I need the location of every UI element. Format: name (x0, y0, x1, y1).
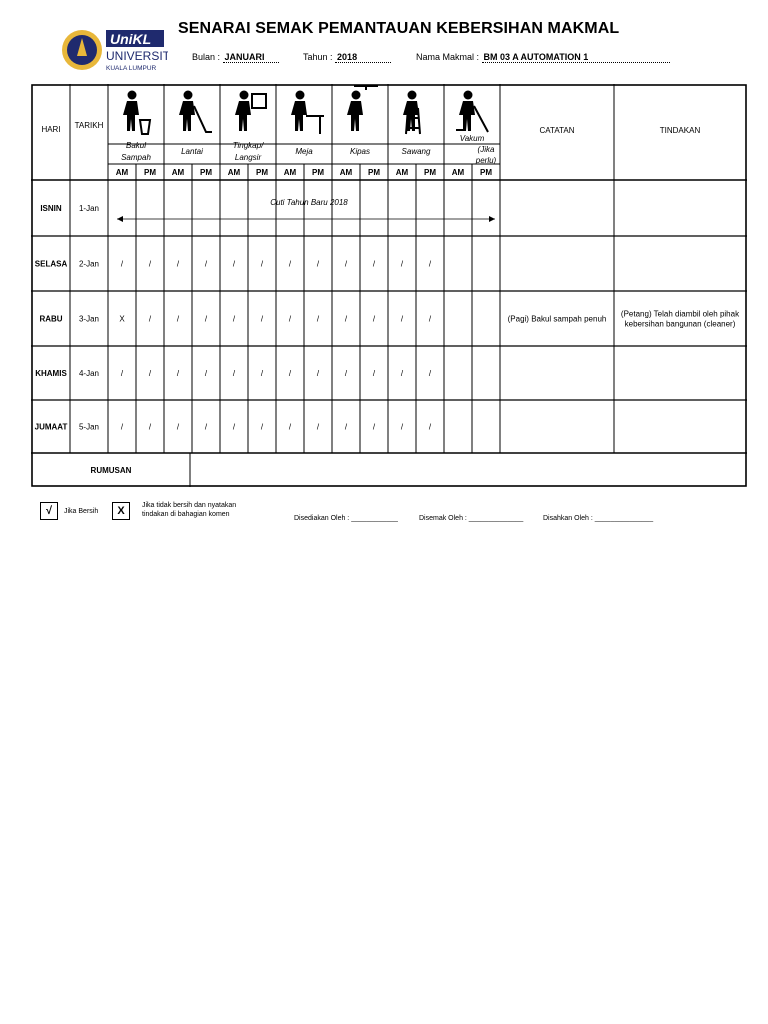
bulan-label: Bulan : (192, 52, 221, 62)
check-mark: / (344, 422, 348, 432)
check-mark: / (400, 369, 404, 378)
check-mark: / (204, 422, 208, 432)
pm-label: PM (200, 168, 212, 177)
check-mark: / (344, 369, 348, 378)
check-mark: / (316, 259, 320, 269)
check-mark: / (316, 369, 320, 378)
am-label: AM (283, 168, 297, 177)
check-mark: / (148, 314, 152, 324)
check-mark: / (344, 314, 348, 324)
page-title: SENARAI SEMAK PEMANTAUAN KEBERSIHAN MAKMAL (178, 20, 620, 37)
row-tarikh: 4-Jan (78, 369, 100, 378)
logo-line1: UNIVERSITI (106, 49, 168, 63)
check-mark: / (120, 422, 124, 432)
check-mark: / (428, 422, 432, 432)
x-legend-label-2: tindakan di bahagian komen (142, 511, 230, 518)
am-label: AM (227, 168, 241, 177)
am-label: AM (171, 168, 185, 177)
col-hari-header: HARI (41, 125, 61, 134)
mopping-icon (179, 91, 212, 133)
row-hari: KHAMIS (35, 369, 67, 378)
category-label: Tingkap/ (232, 141, 264, 150)
check-mark: / (428, 259, 432, 269)
row-hari: RABU (39, 314, 63, 324)
am-label: AM (395, 168, 409, 177)
check-mark: / (372, 259, 376, 269)
tahun-field (303, 52, 391, 63)
col-catatan-header: CATATAN (539, 126, 575, 135)
category-label: Bakul (125, 141, 147, 150)
check-mark: / (372, 369, 376, 378)
check-mark: / (428, 314, 432, 324)
col-tindakan-header: TINDAKAN (659, 126, 701, 135)
row-catatan: (Pagi) Bakul sampah penuh (507, 314, 607, 324)
disahkan-signature: Disahkan Oleh : _______________ (543, 515, 654, 522)
category-label: Langsir (234, 153, 262, 162)
am-label: AM (339, 168, 353, 177)
row-hari: SELASA (34, 259, 68, 269)
check-mark: / (260, 369, 264, 378)
checklist-table (31, 84, 747, 487)
pm-label: PM (480, 168, 492, 177)
check-mark: / (372, 314, 376, 324)
bulan-value: JANUARI (223, 52, 279, 63)
row-tarikh: 1-Jan (78, 204, 100, 213)
check-mark: / (204, 314, 208, 324)
arrow-right-icon (489, 216, 495, 222)
check-mark: / (288, 314, 292, 324)
check-mark: / (260, 422, 264, 432)
check-mark: / (204, 369, 208, 378)
check-mark: / (316, 422, 320, 432)
category-label: Lantai (181, 147, 203, 156)
category-label: Sawang (401, 147, 431, 156)
check-mark: / (400, 314, 404, 324)
category-label: Meja (295, 147, 313, 156)
check-mark: / (232, 422, 236, 432)
check-mark: / (176, 422, 180, 432)
col-tarikh-header: TARIKH (74, 121, 104, 130)
check-mark: / (344, 259, 348, 269)
table-wiping-icon (291, 91, 324, 135)
category-icons (123, 86, 488, 134)
logo-line2: KUALA LUMPUR (106, 65, 157, 72)
check-mark: / (288, 422, 292, 432)
check-mark: / (260, 314, 264, 324)
am-label: AM (451, 168, 465, 177)
check-legend-label: Jika Bersih (64, 508, 99, 515)
check-mark: / (120, 369, 124, 378)
row-tindakan: (Petang) Telah diambil oleh pihak (620, 309, 740, 319)
pm-label: PM (144, 168, 156, 177)
logo-svg (62, 26, 168, 74)
check-mark: / (288, 259, 292, 269)
category-label: perlu) (475, 156, 497, 165)
row-hari: JUMAAT (34, 422, 68, 432)
check-mark: / (148, 259, 152, 269)
pm-label: PM (368, 168, 380, 177)
tahun-value: 2018 (335, 52, 391, 63)
check-mark: / (176, 369, 180, 378)
makmal-field (416, 52, 670, 63)
check-mark: / (232, 369, 236, 378)
bulan-field (192, 52, 279, 63)
table-texts (35, 121, 740, 475)
check-mark: / (232, 259, 236, 269)
holiday-note: Cuti Tahun Baru 2018 (270, 198, 348, 207)
row-tarikh: 3-Jan (78, 314, 100, 324)
pm-label: PM (424, 168, 436, 177)
check-mark: / (372, 422, 376, 432)
makmal-value: BM 03 A AUTOMATION 1 (482, 52, 670, 63)
arrow-left-icon (117, 216, 123, 222)
check-mark: / (400, 422, 404, 432)
pm-label: PM (312, 168, 324, 177)
pm-label: PM (256, 168, 268, 177)
trash-bin-icon (123, 91, 150, 135)
makmal-label: Nama Makmal : (416, 52, 480, 62)
check-legend-box: √ (40, 502, 58, 520)
rumusan-label: RUMUSAN (90, 466, 132, 475)
am-label: AM (115, 168, 129, 177)
row-tindakan: kebersihan bangunan (cleaner) (624, 319, 736, 329)
vacuum-icon (456, 91, 488, 133)
window-cleaning-icon (235, 91, 266, 132)
category-label: Kipas (349, 147, 371, 156)
x-legend-box: X (112, 502, 130, 520)
tahun-label: Tahun : (303, 52, 333, 62)
check-mark: / (148, 422, 152, 432)
check-mark: X (119, 314, 125, 324)
category-label: Sampah (121, 153, 151, 162)
category-label: (Jika (477, 145, 495, 154)
unikl-logo (62, 26, 168, 74)
check-mark: / (400, 259, 404, 269)
disemak-signature: Disemak Oleh : ______________ (419, 515, 524, 522)
check-mark: / (316, 314, 320, 324)
row-hari: ISNIN (40, 204, 62, 213)
check-mark: / (176, 259, 180, 269)
check-mark: / (176, 314, 180, 324)
check-mark: / (428, 369, 432, 378)
check-mark: / (232, 314, 236, 324)
check-mark: / (120, 259, 124, 269)
disediakan-signature: Disediakan Oleh : ____________ (294, 515, 398, 522)
check-mark: / (288, 369, 292, 378)
x-legend-label-1: Jika tidak bersih dan nyatakan (142, 502, 237, 509)
row-tarikh: 2-Jan (78, 259, 100, 269)
cobweb-ladder-icon (403, 91, 420, 135)
ceiling-fan-icon (347, 86, 378, 131)
check-mark: / (260, 259, 264, 269)
category-label: Vakum (459, 134, 485, 143)
check-mark: / (204, 259, 208, 269)
brand-text: UniKL (110, 31, 152, 47)
row-tarikh: 5-Jan (78, 422, 100, 432)
check-mark: / (148, 369, 152, 378)
